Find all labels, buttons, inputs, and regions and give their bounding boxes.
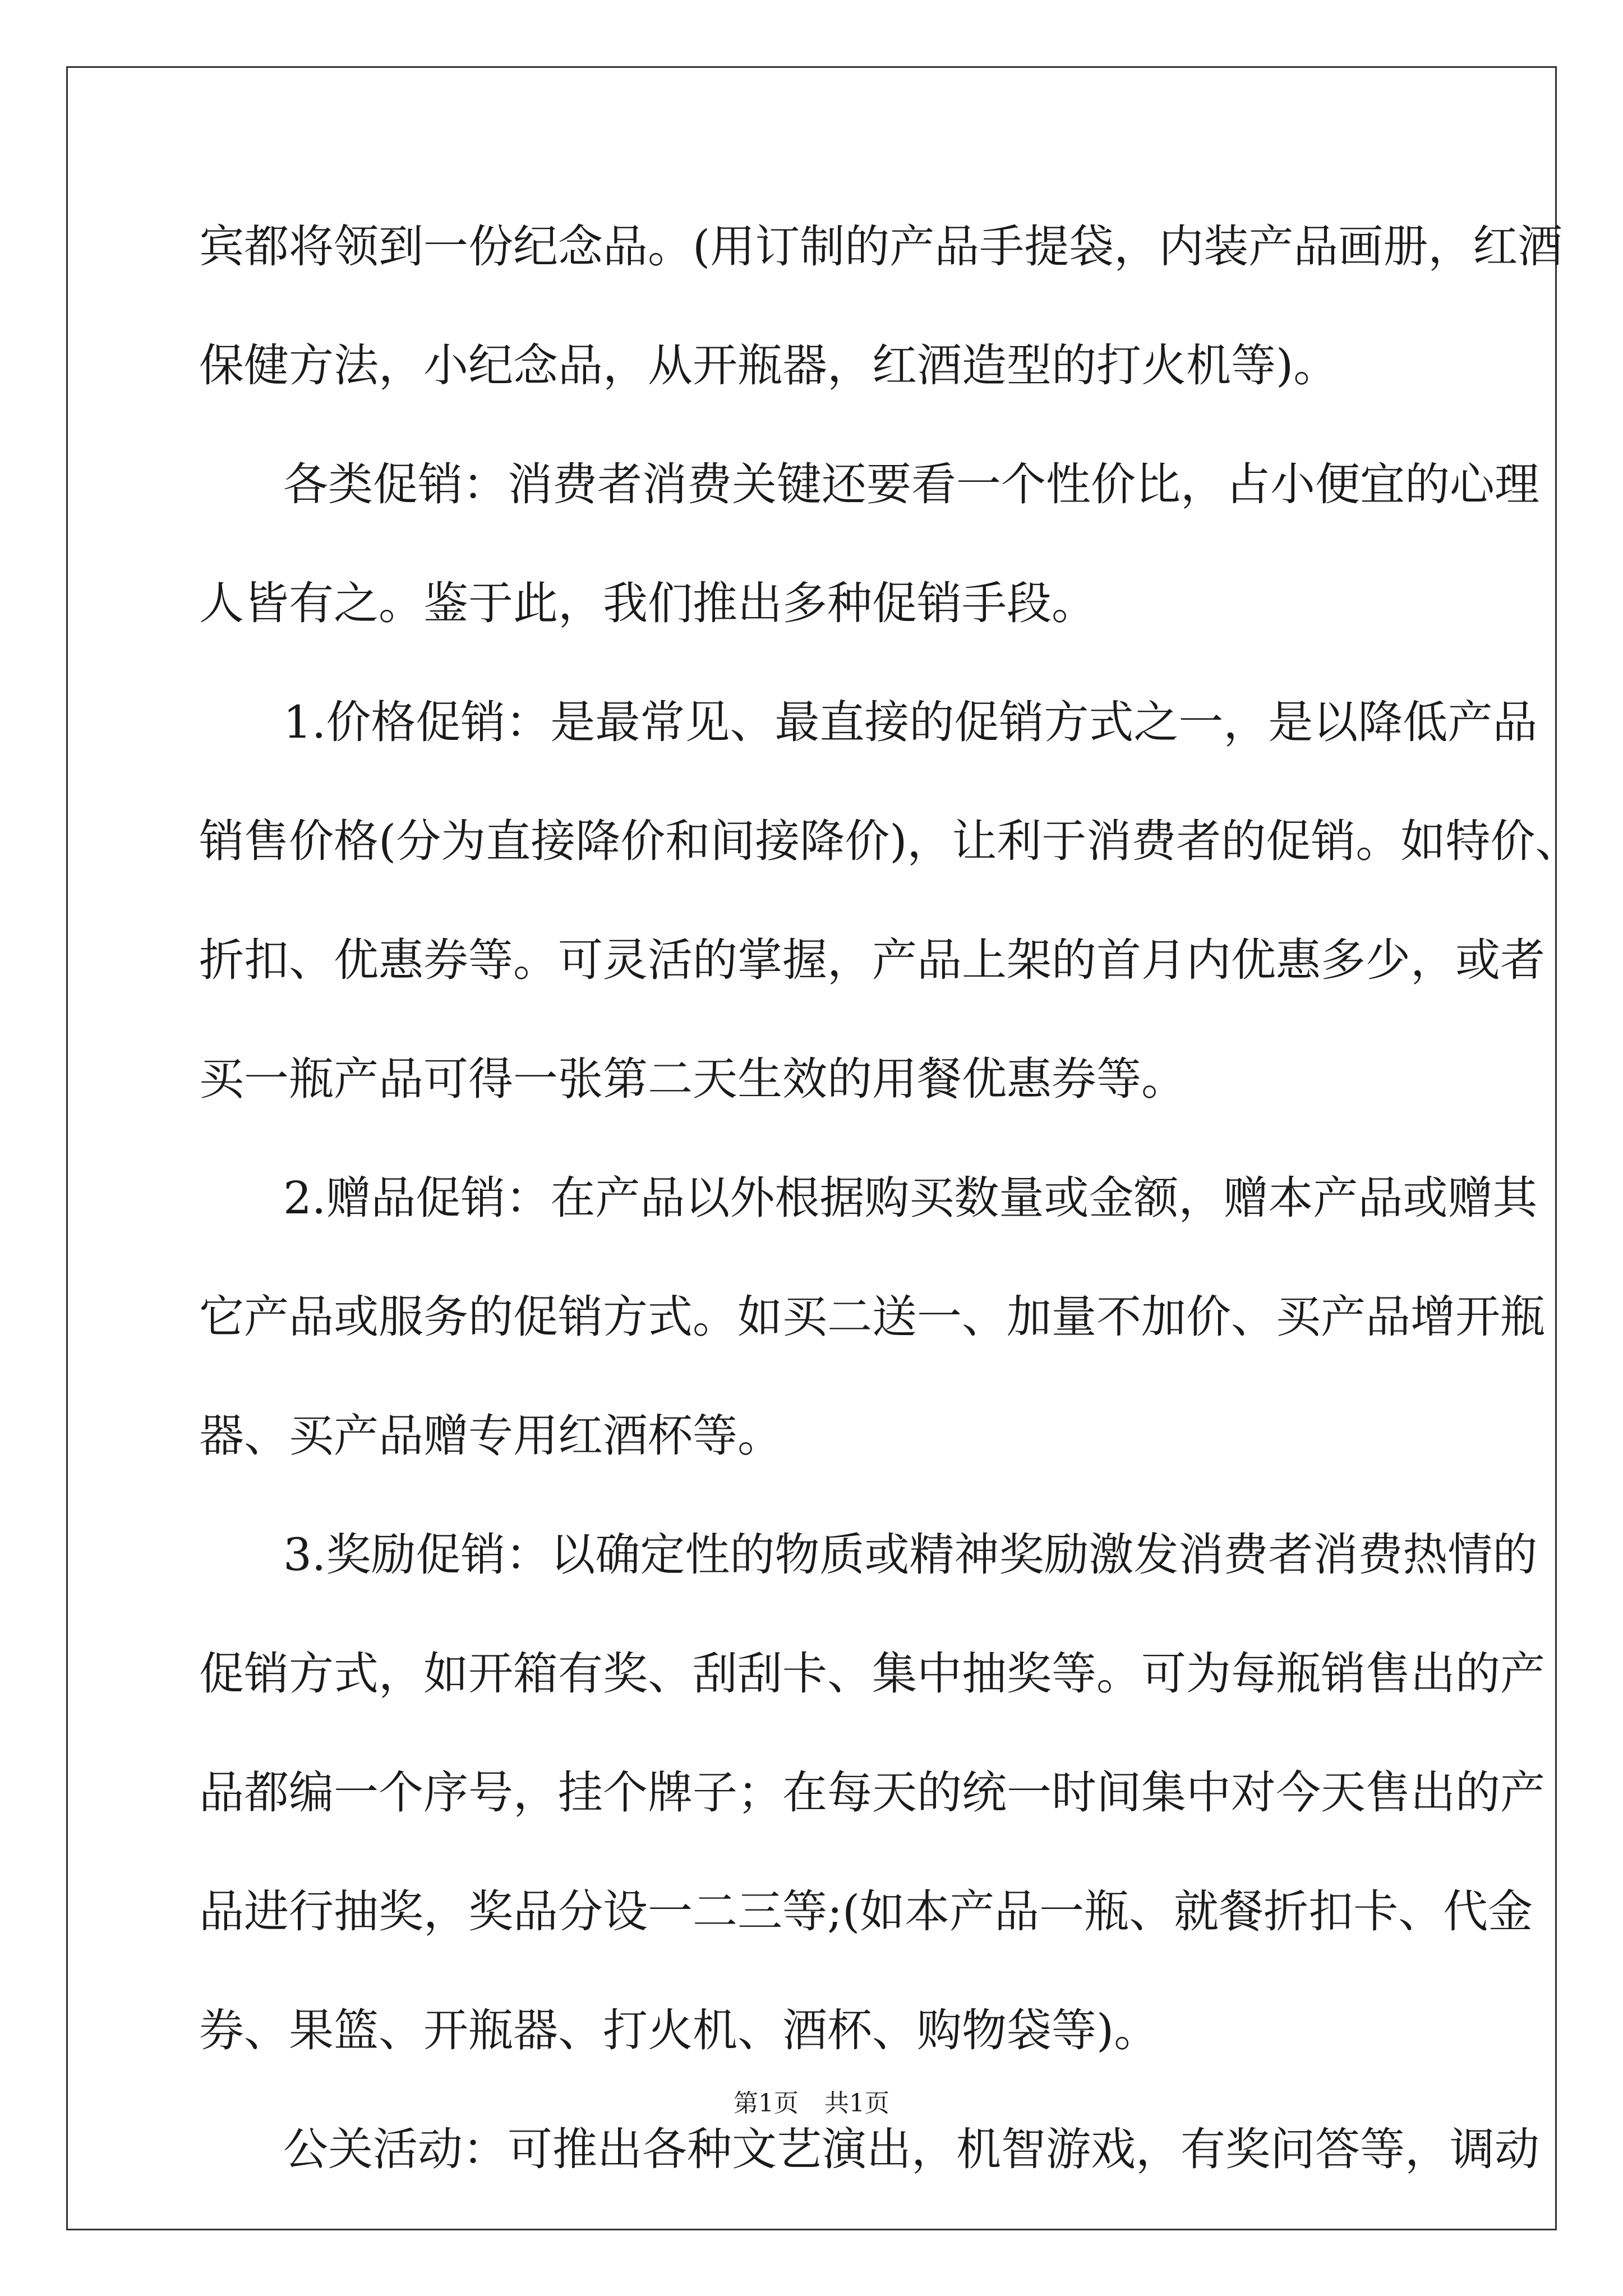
- text-line: 销售价格(分为直接降价和间接降价)，让利于消费者的促销。如特价、: [199, 815, 1580, 867]
- text-line: 品都编一个序号，挂个牌子；在每天的统一时间集中对今天售出的产: [199, 1766, 1545, 1819]
- text-line: 它产品或服务的促销方式。如买二送一、加量不加价、买产品增开瓶: [199, 1291, 1545, 1343]
- text-line: 2.赠品促销：在产品以外根据购买数量或金额，赠本产品或赠其: [283, 1172, 1538, 1224]
- text-line: 各类促销：消费者消费关键还要看一个性价比，占小便宜的心理: [283, 458, 1539, 510]
- page-total: 共1页: [824, 2089, 889, 2118]
- text-line: 宾都将领到一份纪念品。(用订制的产品手提袋，内装产品画册，红酒: [199, 220, 1563, 273]
- text-line: 人皆有之。鉴于此，我们推出多种促销手段。: [199, 577, 1096, 629]
- text-line: 促销方式，如开箱有奖、刮刮卡、集中抽奖等。可为每瓶销售出的产: [199, 1648, 1545, 1700]
- text-line: 买一瓶产品可得一张第二天生效的用餐优惠券等。: [199, 1053, 1186, 1105]
- page-number: 第1页: [734, 2089, 799, 2118]
- text-line: 公关活动：可推出各种文艺演出，机智游戏，有奖问答等，调动: [283, 2123, 1539, 2175]
- text-line: 器、买产品赠专用红酒杯等。: [199, 1410, 782, 1462]
- page-footer: [0, 2087, 1623, 2120]
- text-line: 保健方法，小纪念品，从开瓶器，红酒造型的打火机等)。: [199, 339, 1339, 392]
- text-line: 券、果篮、开瓶器、打火机、酒杯、购物袋等)。: [199, 2004, 1159, 2056]
- text-line: 3.奖励促销：以确定性的物质或精神奖励激发消费者消费热情的: [283, 1529, 1538, 1581]
- text-line: 1.价格促销：是最常见、最直接的促销方式之一，是以降低产品: [283, 696, 1538, 748]
- document-body: [199, 208, 1580, 2229]
- text-line: 折扣、优惠券等。可灵活的掌握，产品上架的首月内优惠多少，或者: [199, 934, 1545, 986]
- text-line: 品进行抽奖，奖品分设一二三等;(如本产品一瓶、就餐折扣卡、代金: [199, 1885, 1533, 1938]
